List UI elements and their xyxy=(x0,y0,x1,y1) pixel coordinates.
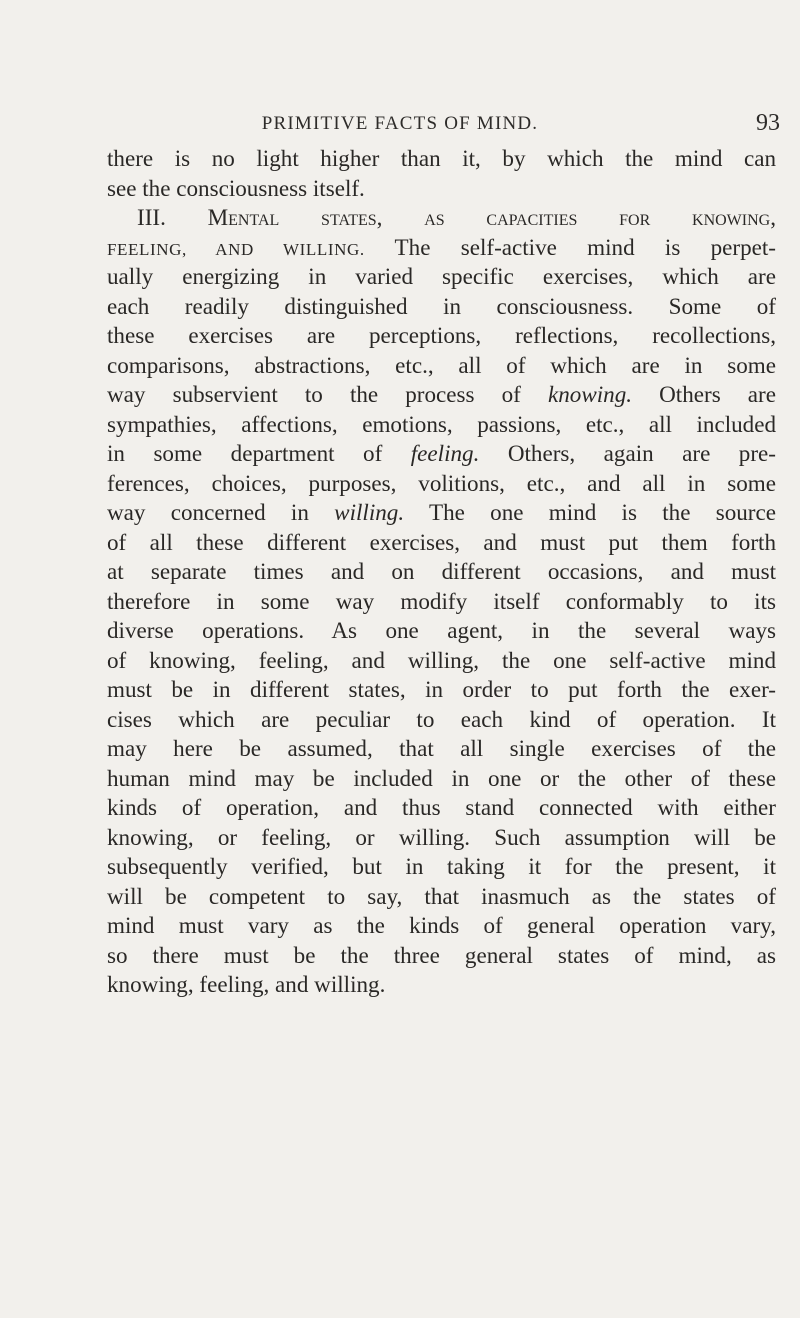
text-line: these exercises are perceptions, reflections, recollections, xyxy=(107,322,776,348)
text-line: there is no light higher than it, by which the mind can xyxy=(107,145,776,171)
emphasis-feeling: feeling. xyxy=(410,440,480,466)
section-heading-continued: FEELING, AND WILLING. xyxy=(107,239,365,259)
text-line: will be competent to say, that inasmuch as the states of xyxy=(107,882,776,909)
text-line: at separate times and on different occasions, and must xyxy=(107,558,776,584)
text-line: sympathies, affections, emotions, passions, etc., all included xyxy=(107,410,776,437)
section-heading: Mental states, as capacities for knowing, xyxy=(207,204,776,230)
emphasis-knowing: knowing. xyxy=(547,381,633,407)
text-line: each readily distinguished in consciousness. Some of xyxy=(107,292,776,319)
text-line: ually energizing in varied specific exercises, which are xyxy=(107,263,776,289)
body-text xyxy=(107,144,776,1000)
running-title: PRIMITIVE FACTS OF MIND. xyxy=(261,113,539,134)
section-number: III. xyxy=(137,204,208,230)
text-line: comparisons, abstractions, etc., all of which are in some xyxy=(107,351,776,378)
text-line: kinds of operation, and thus stand connected with either xyxy=(107,794,776,820)
text-line: subsequently verified, but in taking it for the present, it xyxy=(107,853,776,879)
text-line: FEELING, AND WILLING. The self-active mind is perpet- xyxy=(107,233,776,260)
text-line: of all these different exercises, and must put them forth xyxy=(107,528,776,555)
text-line: knowing, or feeling, or willing. Such assumption will be xyxy=(107,823,776,850)
text-line: see the consciousness itself. xyxy=(107,174,365,201)
text-line: cises which are peculiar to each kind of operation. It xyxy=(107,705,776,732)
text-line: may here be assumed, that all single exercises of the xyxy=(107,735,776,761)
emphasis-willing: willing. xyxy=(334,499,405,525)
text-line: ferences, choices, purposes, volitions, etc., and all in some xyxy=(107,469,776,496)
text-line: knowing, feeling, and willing. xyxy=(107,971,386,997)
text-line: must be in different states, in order to put forth the exer- xyxy=(107,676,776,702)
text-line: mind must vary as the kinds of general operation vary, xyxy=(107,912,776,938)
text-line: therefore in some way modify itself conformably to its xyxy=(107,587,776,614)
text-line: in some department of feeling. Others, again are pre- xyxy=(107,440,776,466)
text-line: way subservient to the process of knowing. Others are xyxy=(107,381,776,407)
text-line: diverse operations. As one agent, in the several ways xyxy=(107,617,776,643)
text-line: so there must be the three general states of mind, as xyxy=(107,941,776,968)
page-number: 93 xyxy=(756,110,780,136)
text-line: of knowing, feeling, and willing, the one self-active mind xyxy=(107,646,776,673)
text-line: human mind may be included in one or the other of these xyxy=(107,764,776,791)
section-heading-line xyxy=(107,203,776,233)
text-line: way concerned in willing. The one mind is the source xyxy=(107,499,776,525)
